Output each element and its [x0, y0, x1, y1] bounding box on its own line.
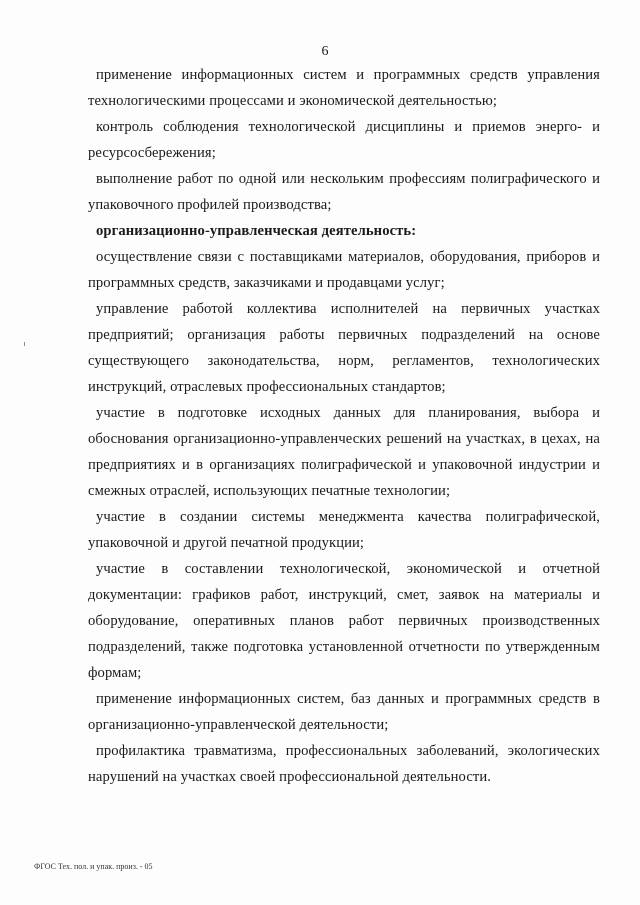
- paragraph: осуществление связи с поставщиками материалов, оборудования, приборов и программных средств, заказчиками и продавцами услуг;: [88, 249, 600, 291]
- paragraph: контроль соблюдения технологической дисциплины и приемов энерго- и ресурсосбережения;: [88, 119, 600, 161]
- paragraph: участие в составлении технологической, экономической и отчетной документации: графиков работ, инструкций, смет, заявок на материалы и оборудование, оперативных планов работ первичных производственных подразделений, также подготовка установленной отчетности по утвержденным формам;: [88, 561, 600, 681]
- paragraph: профилактика травматизма, профессиональных заболеваний, экологических нарушений на участках своей профессиональной деятельности.: [88, 743, 600, 785]
- paragraph: участие в подготовке исходных данных для планирования, выбора и обоснования организационно-управленческих решений на участках, в цехах, на предприятиях и в организациях полиграфической и упаковочной индустрии и смежных отраслей, использующих печатные технологии;: [88, 405, 600, 499]
- paragraph: применение информационных систем, баз данных и программных средств в организационно-управленческой деятельности;: [88, 691, 600, 733]
- page-body: [88, 62, 600, 790]
- page-number: 6: [321, 44, 329, 59]
- paragraph: выполнение работ по одной или нескольким профессиям полиграфического и упаковочного профилей производства;: [88, 171, 600, 213]
- paragraph: применение информационных систем и программных средств управления технологическими процессами и экономической деятельностью;: [88, 67, 600, 109]
- paragraph: участие в создании системы менеджмента качества полиграфической, упаковочной и другой печатной продукции;: [88, 509, 600, 551]
- section-heading: организационно-управленческая деятельность:: [96, 223, 417, 239]
- document-footer: ФГОС Тех. пол. и упак. произ. - 05: [34, 862, 153, 871]
- paragraph: управление работой коллектива исполнителей на первичных участках предприятий; организация работы первичных подразделений на основе существующего законодательства, норм, регламентов, технологических инструкций, отраслевых профессиональных стандартов;: [88, 301, 600, 395]
- scan-artifact-mark: [24, 342, 25, 346]
